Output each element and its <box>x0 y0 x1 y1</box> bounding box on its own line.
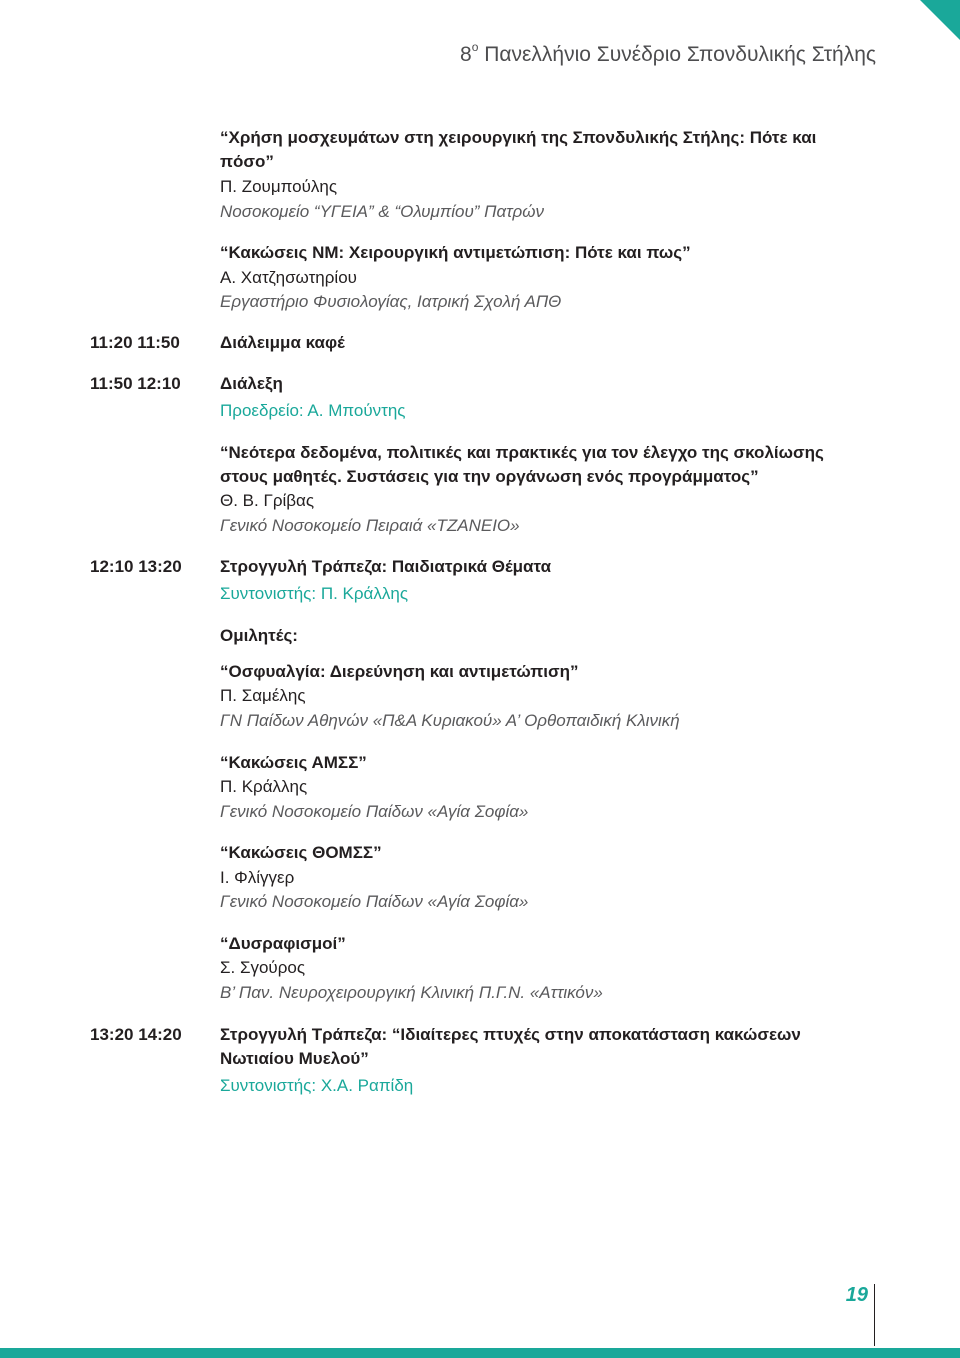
talk-title: “Οσφυαλγία: Διερεύνηση και αντιμετώπιση” <box>220 662 579 681</box>
header-ordinal-suffix: ο <box>471 40 479 54</box>
bottom-accent-bar <box>0 1348 960 1358</box>
talk-institution: Γενικό Νοσοκομείο Παίδων «Αγία Σοφία» <box>220 892 529 911</box>
talk-speaker: Π. Σαμέλης <box>220 686 306 705</box>
talk-institution: ΓΝ Παίδων Αθηνών «Π&Α Κυριακού» Α’ Ορθοπαιδική Κλινική <box>220 711 680 730</box>
talk-institution: Β’ Παν. Νευροχειρουργική Κλινική Π.Γ.Ν. «Αττικόν» <box>220 983 603 1002</box>
lecture-title: Διάλεξη <box>220 374 283 393</box>
lecture-chair: Προεδρείο: Α. Μπούντης <box>220 401 406 420</box>
session-title-prefix: Στρογγυλή Τράπεζα: <box>220 1025 388 1044</box>
header-ordinal: 8 <box>460 43 472 66</box>
talk-title-cont: στους μαθητές. Συστάσεις για την οργάνωση ενός προγράμματος” <box>220 467 759 486</box>
talk-title: “Νεότερα δεδομένα, πολιτικές και πρακτικές για τον έλεγχο της σκολίωσης <box>220 443 824 462</box>
corner-accent <box>920 0 960 40</box>
talk-title: “Κακώσεις ΝΜ: Χειρουργική αντιμετώπιση: Πότε και πως” <box>220 243 691 262</box>
talk-speaker: Α. Χατζησωτηρίου <box>220 268 357 287</box>
break-title: Διάλειμμα καφέ <box>220 333 345 352</box>
talk-speaker: Ι. Φλίγγερ <box>220 868 295 887</box>
talk-title-cont: πόσο” <box>220 152 274 171</box>
speakers-label: Ομιλητές: <box>220 626 298 645</box>
talk-title: “Κακώσεις ΑΜΣΣ” <box>220 753 367 772</box>
talk-speaker: Θ. Β. Γρίβας <box>220 491 315 510</box>
session-coordinator: Συντονιστής: Χ.Α. Ραπίδη <box>220 1076 414 1095</box>
talk-institution: Γενικό Νοσοκομείο Παίδων «Αγία Σοφία» <box>220 802 529 821</box>
page-header <box>460 42 876 67</box>
session-title: Στρογγυλή Τράπεζα: Παιδιατρικά Θέματα <box>220 557 552 576</box>
talk-institution: Νοσοκομείο “ΥΓΕΙΑ” & “Ολυμπίου” Πατρών <box>220 202 545 221</box>
talk-speaker: Π. Κράλλης <box>220 777 308 796</box>
session-time: 13:20 14:20 <box>90 1025 182 1044</box>
talk-title: “Χρήση μοσχευμάτων στη χειρουργική της Σπονδυλικής Στήλης: Πότε και <box>220 128 817 147</box>
session-title-rest: “Ιδιαίτερες πτυχές στην αποκατάσταση κακώσεων <box>391 1025 801 1044</box>
talk-speaker: Π. Ζουμπούλης <box>220 177 338 196</box>
page-number-divider <box>874 1284 875 1346</box>
break-time: 11:20 11:50 <box>90 333 180 352</box>
talk-title: “Δυσραφισμοί” <box>220 934 346 953</box>
session-title <box>220 1025 801 1045</box>
talk-title: “Κακώσεις ΘΟΜΣΣ” <box>220 843 382 862</box>
header-title: Πανελλήνιο Συνέδριο Σπονδυλικής Στήλης <box>484 43 876 66</box>
lecture-time: 11:50 12:10 <box>90 374 181 393</box>
page-number: 19 <box>845 1284 868 1306</box>
session-coordinator: Συντονιστής: Π. Κράλλης <box>220 584 409 603</box>
talk-speaker: Σ. Σγούρος <box>220 958 306 977</box>
talk-institution: Εργαστήριο Φυσιολογίας, Ιατρική Σχολή ΑΠΘ <box>220 292 562 311</box>
session-time: 12:10 13:20 <box>90 557 182 576</box>
session-title-cont: Νωτιαίου Μυελού” <box>220 1049 369 1068</box>
talk-institution: Γενικό Νοσοκομείο Πειραιά «ΤΖΑΝΕΙΟ» <box>220 516 520 535</box>
